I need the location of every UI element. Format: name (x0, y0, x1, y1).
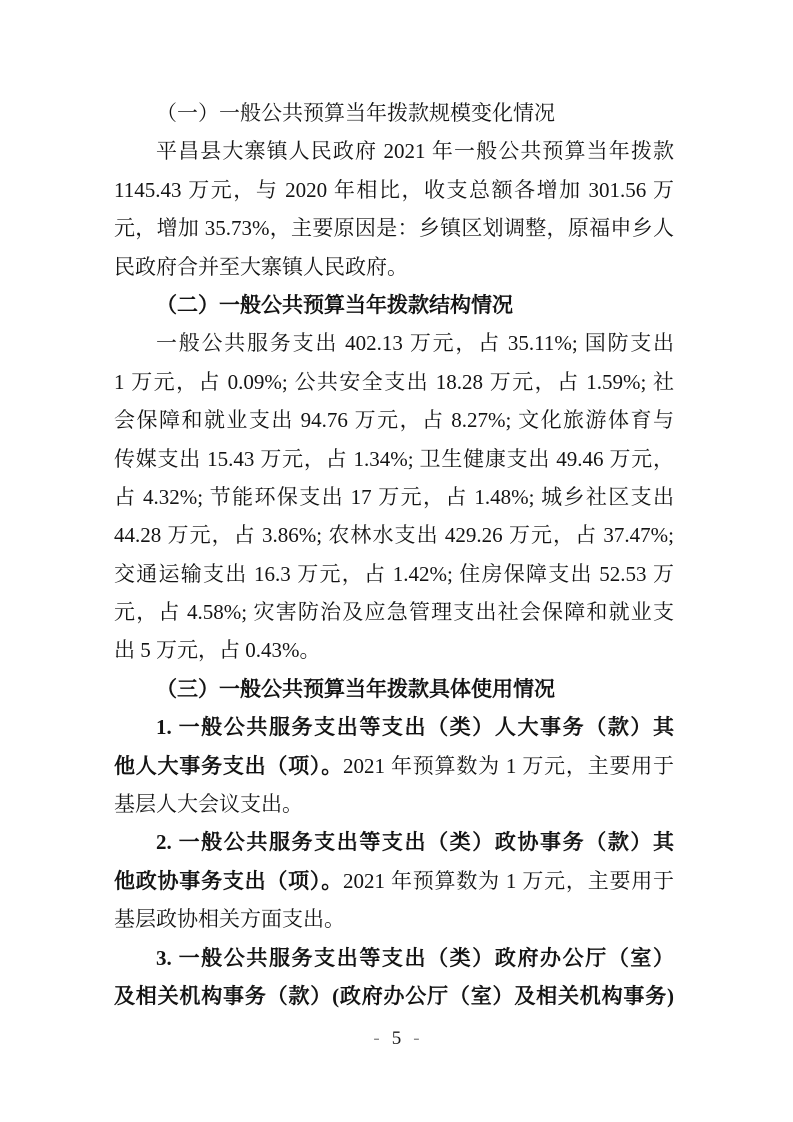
item-1-line (114, 785, 674, 823)
text-segment: 2021 年预算数为 1 万元，主要用于 (342, 753, 674, 778)
item-2-line (114, 862, 674, 900)
text-segment: 元，占 4.58%; 灾害防治及应急管理支出社会保障和就业支 (114, 600, 674, 625)
paragraph-line (114, 555, 674, 593)
page-number: 5 (391, 1028, 402, 1049)
text-segment: 基层人大会议支出。 (114, 792, 303, 817)
bold-text-segment: （二）一般公共预算当年拨款结构情况 (156, 292, 513, 317)
text-segment: 元，增加 35.73%，主要原因是：乡镇区划调整，原福申乡人 (114, 216, 674, 241)
paragraph-line (114, 132, 674, 170)
text-segment: 平昌县大寨镇人民政府 2021 年一般公共预算当年拨款 (156, 139, 674, 164)
bold-text-segment: 他政协事务支出（项）。 (114, 868, 343, 893)
footer-dash-right: - (413, 1028, 420, 1049)
page-footer (0, 1028, 793, 1050)
paragraph-line (114, 440, 674, 478)
paragraph-line (114, 478, 674, 516)
item-2-line (114, 900, 674, 938)
item-1-line (114, 708, 674, 746)
section-heading-1 (114, 94, 674, 132)
paragraph-line (114, 171, 674, 209)
text-segment: 1145.43 万元，与 2020 年相比，收支总额各增加 301.56 万 (114, 177, 674, 202)
text-segment: （一）一般公共预算当年拨款规模变化情况 (156, 101, 555, 125)
text-segment: 出 5 万元，占 0.43%。 (114, 638, 321, 663)
paragraph-line (114, 631, 674, 669)
paragraph-line (114, 324, 674, 362)
bold-text-segment: （三）一般公共预算当年拨款具体使用情况 (156, 676, 555, 701)
paragraph-line (114, 248, 674, 286)
section-heading-3 (114, 670, 674, 708)
text-segment: 占 4.32%; 节能环保支出 17 万元，占 1.48%; 城乡社区支出 (114, 484, 674, 509)
item-3-line (114, 939, 674, 977)
paragraph-line (114, 401, 674, 439)
paragraph-line (114, 363, 674, 401)
paragraph-line (114, 516, 674, 554)
document-content (114, 94, 674, 1015)
item-2-line (114, 823, 674, 861)
text-segment: 44.28 万元，占 3.86%; 农林水支出 429.26 万元，占 37.47%; (114, 523, 674, 548)
section-heading-2 (114, 286, 674, 324)
bold-text-segment: 他人大事务支出（项）。 (114, 753, 343, 778)
footer-dash-left: - (373, 1028, 380, 1049)
bold-text-segment: 及相关机构事务（款）(政府办公厅（室）及相关机构事务) (114, 983, 674, 1008)
text-segment: 民政府合并至大寨镇人民政府。 (114, 254, 408, 279)
paragraph-line (114, 593, 674, 631)
bold-text-segment: 2. 一般公共服务支出等支出（类）政协事务（款）其 (156, 830, 674, 855)
paragraph-line (114, 209, 674, 247)
text-segment: 2021 年预算数为 1 万元，主要用于 (342, 868, 674, 893)
text-segment: 会保障和就业支出 94.76 万元，占 8.27%; 文化旅游体育与 (114, 408, 674, 433)
bold-text-segment: 3. 一般公共服务支出等支出（类）政府办公厅（室） (156, 945, 674, 970)
item-3-line (114, 977, 674, 1015)
bold-text-segment: 1. 一般公共服务支出等支出（类）人大事务（款）其 (156, 715, 674, 740)
text-segment: 一般公共服务支出 402.13 万元，占 35.11%; 国防支出 (156, 331, 674, 356)
text-segment: 交通运输支出 16.3 万元，占 1.42%; 住房保障支出 52.53 万 (114, 561, 674, 586)
item-1-line (114, 747, 674, 785)
text-segment: 1 万元，占 0.09%; 公共安全支出 18.28 万元，占 1.59%; 社 (114, 369, 674, 394)
text-segment: 基层政协相关方面支出。 (114, 907, 345, 932)
text-segment: 传媒支出 15.43 万元，占 1.34%; 卫生健康支出 49.46 万元， (114, 446, 674, 471)
